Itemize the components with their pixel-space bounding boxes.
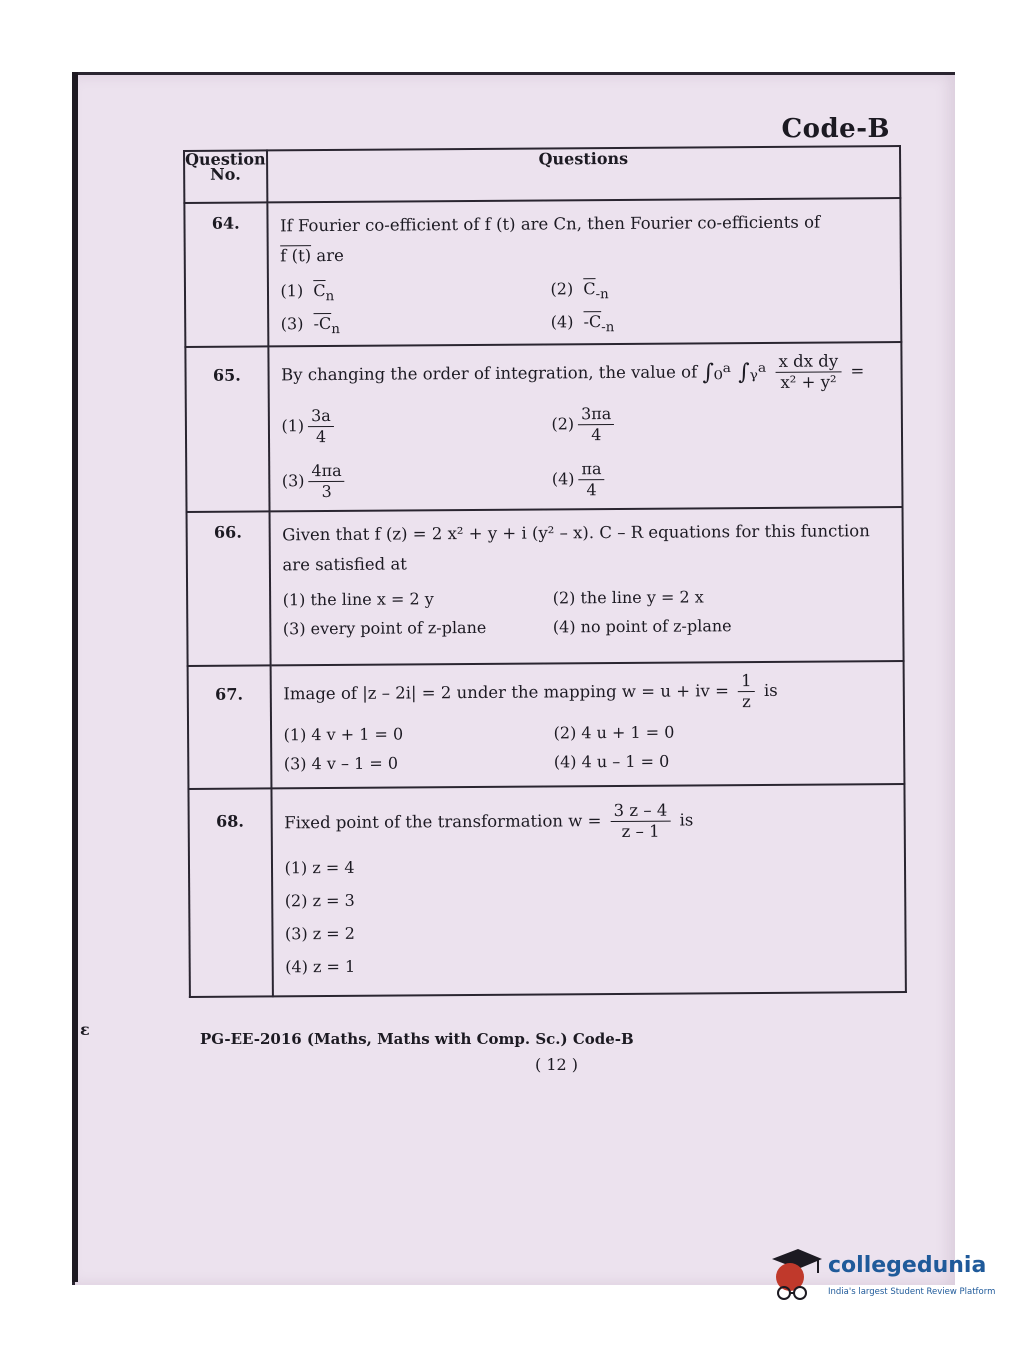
mapping-fraction: $\frac{1}{z}$ [738, 671, 755, 712]
option-3: (3) z = 2 [284, 924, 356, 944]
option-1: (1) 4 v + 1 = 0 [283, 724, 404, 745]
question-number: 66. [187, 512, 271, 667]
collegedunia-logo [768, 1245, 998, 1315]
option-2: (2) $\frac{3\pi a}{4}$ [551, 403, 801, 446]
questions-table [183, 145, 907, 998]
options-list [280, 277, 890, 338]
transformation-fraction: $\frac{3 z - 4}{z - 1}$ [611, 801, 671, 842]
question-row-68 [188, 784, 905, 997]
option-1: (1) z = 4 [284, 858, 355, 878]
margin-mark: ɛ [80, 1020, 90, 1039]
options-list [284, 854, 894, 976]
question-stem: Given that f (z) = 2 x² + y + i (y² – x). C – R equations for this function are satisfied at [282, 521, 870, 575]
option-3: (3) 4 v – 1 = 0 [283, 753, 399, 774]
integrand-fraction: $\frac{\text{x dx dy}}{\text{x² + y²}}$ [776, 352, 842, 393]
question-row-67 [188, 661, 905, 789]
question-stem: If Fourier co-efficient of f (t) are Cn, then Fourier co-efficients of f (t) are [279, 212, 821, 266]
option-4: (4) 4 u – 1 = 0 [553, 751, 670, 772]
question-row-66 [187, 507, 904, 666]
logo-wordmark: collegedunia [828, 1253, 987, 1278]
question-row-65 [185, 342, 902, 512]
question-number: 65. [185, 347, 269, 513]
question-number: 68. [188, 789, 272, 998]
graduate-mascot-icon [768, 1245, 824, 1305]
options-list [283, 586, 893, 638]
option-1: (1) $\overline{C}_n$ [280, 281, 335, 305]
paper-code: Code-B [781, 114, 890, 144]
question-row-64 [184, 198, 901, 347]
question-number: 67. [188, 666, 271, 790]
option-2: (2) 4 u + 1 = 0 [553, 722, 675, 743]
page-binding-edge [72, 72, 78, 1282]
question-stem: By changing the order of integration, the value of ∫₀ᵃ ∫ᵧᵃ $\frac{\text{x dx dy}}{\text{x² + y²}}$ = [281, 351, 865, 393]
option-3: (3) $\frac{4\pi a}{3}$ [282, 460, 552, 503]
option-4: (4) no point of z-plane [552, 616, 732, 637]
column-header-questions: Questions [267, 146, 901, 202]
question-stem: Image of |z – 2i| = 2 under the mapping w = u + iv = $\frac{1}{z}$ is [283, 671, 778, 712]
option-4: (4) $-C_{-n}$ [550, 312, 615, 336]
option-1: (1) $\frac{3a}{4}$ [281, 405, 551, 448]
option-3: (3) $-C_n$ [280, 314, 340, 338]
logo-tagline: India's largest Student Review Platform [828, 1287, 996, 1297]
column-header-question-no: Question No. [184, 150, 267, 203]
double-integral-symbol: ∫₀ᵃ ∫ᵧᵃ [702, 359, 767, 386]
option-4: (4) z = 1 [285, 957, 356, 977]
question-number: 64. [184, 202, 268, 347]
option-2: (2) $\overline{C}_{-n}$ [550, 279, 609, 303]
options-list [281, 402, 891, 502]
question-stem: Fixed point of the transformation w = $\frac{3 z - 4}{z - 1}$ is [284, 801, 694, 842]
paper-footer: PG-EE-2016 (Maths, Maths with Comp. Sc.) Code-B [200, 1030, 634, 1048]
options-list [284, 721, 894, 773]
option-4: (4) $\frac{\pi a}{4}$ [552, 458, 802, 501]
option-2: (2) the line y = 2 x [552, 587, 704, 608]
page-number: ( 12 ) [535, 1055, 579, 1074]
option-3: (3) every point of z-plane [282, 618, 487, 639]
option-2: (2) z = 3 [284, 891, 355, 911]
option-1: (1) the line x = 2 y [282, 589, 434, 610]
